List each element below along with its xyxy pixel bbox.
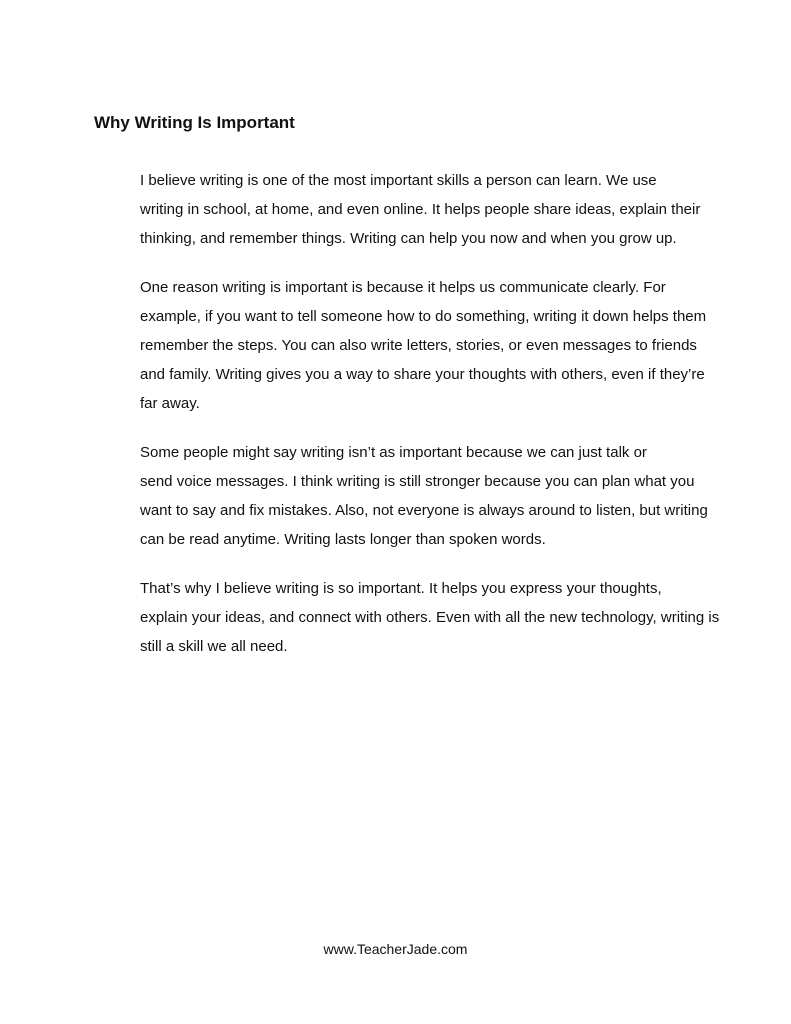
footer-url: www.TeacherJade.com — [323, 941, 468, 957]
paragraph-line: One reason writing is important is because it helps us communicate clearly. For — [140, 279, 666, 296]
paragraph-4 — [94, 574, 720, 661]
paragraph-line: Some people might say writing isn’t as important because we can just talk or — [140, 444, 647, 461]
paragraph-line: explain your ideas, and connect with others. Even with all the new technology, writing is — [140, 609, 720, 626]
paragraph-line: writing in school, at home, and even online. It helps people share ideas, explain their — [140, 201, 701, 218]
paragraph-line: far away. — [140, 395, 200, 412]
paragraph-line: send voice messages. I think writing is still stronger because you can plan what you — [140, 473, 695, 490]
document-title: Why Writing Is Important — [94, 113, 295, 132]
paragraph-line: can be read anytime. Writing lasts longer than spoken words. — [140, 531, 546, 548]
paragraph-3 — [94, 438, 714, 554]
paragraph-2 — [94, 273, 714, 418]
paragraph-line: example, if you want to tell someone how to do something, writing it down helps them — [140, 308, 707, 325]
paragraph-1 — [94, 166, 714, 253]
paragraph-line: thinking, and remember things. Writing can help you now and when you grow up. — [140, 230, 677, 247]
paragraph-line: I believe writing is one of the most important skills a person can learn. We use — [140, 172, 657, 189]
paragraph-line: remember the steps. You can also write letters, stories, or even messages to friends — [140, 337, 697, 354]
paragraph-line: want to say and fix mistakes. Also, not everyone is always around to listen, but writing — [140, 502, 708, 519]
paragraph-line: That’s why I believe writing is so important. It helps you express your thoughts, — [140, 580, 662, 597]
paragraph-line: still a skill we all need. — [140, 638, 288, 655]
document-body — [94, 166, 720, 681]
paragraph-line: and family. Writing gives you a way to share your thoughts with others, even if they’re — [140, 366, 705, 383]
